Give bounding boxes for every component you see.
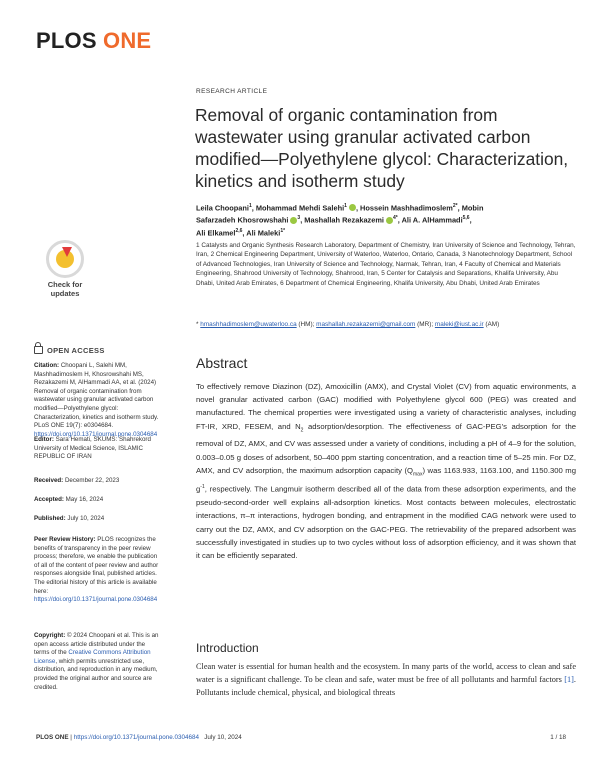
author-affil: 2*: [452, 203, 458, 209]
peer-review-block: [34, 536, 162, 605]
corresponding-emails: [196, 321, 576, 328]
peer-review-label: Peer Review History:: [34, 536, 96, 543]
copyright-label: Copyright:: [34, 632, 66, 639]
email-initials: (AM): [483, 321, 500, 328]
accepted-block: [34, 496, 162, 505]
corresponding-mark: *: [196, 321, 199, 328]
author: Ali Elkamel: [196, 228, 236, 238]
author: Ali A. AlHammadi: [401, 215, 463, 225]
author-list: Leila Choopani$^1$, Mohammad Mehdi Salehi$^1$ , Hossein Mashhadimoslem$^{2*}$, Mobin Safarzadeh Khosrowshahi $^3$, Mashallah Rezakazemi $^{4*}$, Ali A. AlHammadi$^{5,6}$, Ali Elkamel$^{2,6}$, Ali Maleki$^{1*}$: [196, 203, 484, 238]
email-link[interactable]: hmashhadimoslem@uwaterloo.ca: [200, 321, 297, 328]
author: Mashallah Rezakazemi: [304, 215, 384, 225]
copyright-text-1: © 2024 Choopani et al. This is an open access article distributed under the terms of the: [34, 632, 159, 657]
license-link[interactable]: Creative Commons Attribution License: [34, 649, 151, 665]
footer-doi-link[interactable]: https://doi.org/10.1371/journal.pone.0304684: [73, 734, 200, 741]
page-number: 1 / 18: [550, 734, 566, 741]
author: Hossein Mashhadimoslem: [360, 203, 453, 213]
author-affil: 2,6: [235, 227, 243, 234]
copyright-text-2: , which permits unrestricted use, distribution, and reproduction in any medium, provided the original author and source are credited.: [34, 657, 158, 691]
introduction-text: Clean water is essential for human health and the ecosystem. In many parts of the world, access to clean and safe water is a significant challenge. To be clean and safe, water must be free of all pollutants and harmful factors [1]. Pollutants include chemical, physical, and biological threats: [196, 662, 576, 698]
received-date: December 22, 2023: [64, 477, 120, 484]
peer-review-link[interactable]: https://doi.org/10.1371/journal.pone.0304684: [34, 596, 158, 604]
author-affil: 4*: [393, 215, 398, 222]
reference-link[interactable]: [1]: [564, 675, 574, 685]
editor-label: Editor:: [34, 436, 54, 443]
author: Leila Choopani: [196, 203, 249, 213]
author-affil: 1: [344, 203, 347, 209]
published-block: [34, 515, 162, 524]
published-label: Published:: [34, 515, 66, 522]
page-footer: PLOS ONE | https://doi.org/10.1371/journal.pone.0304684 July 10, 2024 1 / 18: [36, 734, 566, 741]
author-affil: 5,6: [462, 215, 470, 222]
introduction-heading: Introduction: [196, 641, 259, 655]
footer-date: July 10, 2024: [204, 734, 242, 741]
logo-one: ONE: [103, 28, 152, 53]
orcid-icon[interactable]: [386, 217, 393, 224]
open-access-label: [34, 345, 105, 355]
update-icon: [46, 240, 84, 278]
affiliations: 1 Catalysts and Organic Synthesis Research Laboratory, Department of Chemistry, Iran University of Science and Technology, Tehran, Iran, 2 Chemical Engineering Department, University of Waterloo, Waterloo, Ontario, Canada, 3 Nanotechnology Department, School of Advanced Technologies, Iran University of Science and Technology, Narmak, Tehran, Iran, 4 Faculty of Chemical and Materials Engineering, Shahrood University of Technology, Shahrood, Iran, 5 Center for Catalysis and Separations, Khalifa University, Abu Dhabi, United Arab Emirates, 6 Department of Chemical Engineering, Khalifa University, Abu Dhabi, United Arab Emirates: [196, 242, 576, 287]
email-link[interactable]: mashallah.rezakazemi@gmail.com: [316, 321, 416, 328]
peer-review-text: PLOS recognizes the benefits of transparency in the peer review process; therefore, we enable the publication of all of the content of peer review and author responses alongside final, published articles. The editorial history of this article is available here:: [34, 536, 159, 595]
published-date: July 10, 2024: [67, 515, 105, 522]
footer-journal: PLOS ONE: [36, 734, 69, 741]
received-block: [34, 477, 162, 486]
citation-block: [34, 362, 162, 439]
open-access-text: OPEN ACCESS: [47, 346, 105, 355]
email-initials: (HM);: [296, 321, 317, 328]
received-label: Received:: [34, 477, 64, 484]
journal-logo: [36, 28, 151, 54]
author-affil: 1: [248, 203, 252, 209]
check-for-updates-badge[interactable]: [42, 240, 88, 302]
abstract-heading: Abstract: [196, 355, 248, 371]
accepted-date: May 16, 2024: [65, 496, 104, 503]
author-affil: 3: [297, 215, 301, 222]
email-link[interactable]: maleki@iust.ac.ir: [434, 321, 484, 328]
citation-doi-link[interactable]: https://doi.org/10.1371/journal.pone.0304684: [34, 430, 158, 438]
editor-block: [34, 436, 162, 462]
logo-plos: PLOS: [36, 28, 97, 53]
abstract-text: To effectively remove Diazinon (DZ), Amoxicillin (AMX), and Crystal Violet (CV) from aquatic environments, a novel granular activated carbon (GAC) modified with Polyethylene glycol 600 (PEG) was created and manufactured. The chemical properties were investigated using a variety of characteristic analyses, including FT-IR, XRD, FESEM, and $N_2$ adsorption/desorption. The effectiveness of GAC-PEG's adsorption for the removal of DZ, AMX, and CV was assessed under a variety of conditions, including a pH of 4–9 for the solution, 0.003–0.05 g doses of adsorbent, 50–400 ppm starting concentration, and a reaction time of 5–25 min. For DZ, AMX, and CV adsorption, the maximum adsorption capacity $(Q_{max})$ was 1163.933, 1163.100, and 1150.300 mg $g^{-1}$, respectively. The Langmuir isotherm described all of the data from these adsorption experiments, and the pseudo-second-order well explains all-adsorption kinetics. Most contacts between molecules, electrostatic interactions, π–π interactions, hydrogen bonding, and entrapment in the modified CAG network were used to carry out the DZ, AMX, and CV adsorption on the GAC-PEG. The retrievability of the prepared adsorbent was successfully investigated in studies up to two cycles without loss of adsorption efficiency, and it was shown that it can be efficiently separated.: [196, 382, 576, 561]
citation-label: Citation:: [34, 362, 60, 369]
author: Safarzadeh Khosrowshahi: [196, 215, 289, 225]
copyright-block: [34, 632, 162, 692]
update-badge-label: Check for updates: [47, 280, 83, 298]
editor-text: Sara Hemati, SKUMS: Shahrekord University of Medical Science, ISLAMIC REPUBLIC OF IRAN: [34, 436, 151, 461]
article-title: Removal of organic contamination from wastewater using granular activated carbon modified—Polyethylene glycol: Characterization, kinetics and isotherm study: [195, 105, 569, 191]
author: Mohammad Mehdi Salehi: [255, 203, 345, 213]
article-type: RESEARCH ARTICLE: [196, 88, 268, 95]
open-lock-icon: [34, 346, 43, 354]
orcid-icon[interactable]: [349, 204, 356, 211]
email-initials: (MR);: [415, 321, 435, 328]
citation-text: Choopani L, Salehi MM, Mashhadimoslem H, Khosrowshahi MS, Rezakazemi M, AlHammadi AA, et al. (2024) Removal of organic contamination from wastewater using granular activated carbon modified—Polyethylene glycol: Characterization, kinetics and isotherm study. PLoS ONE 19(7): e0304684.: [34, 362, 159, 430]
author: Mobin: [461, 203, 484, 213]
author-affil: 1*: [280, 227, 286, 234]
author: Ali Maleki: [246, 228, 281, 238]
accepted-label: Accepted:: [34, 496, 64, 503]
